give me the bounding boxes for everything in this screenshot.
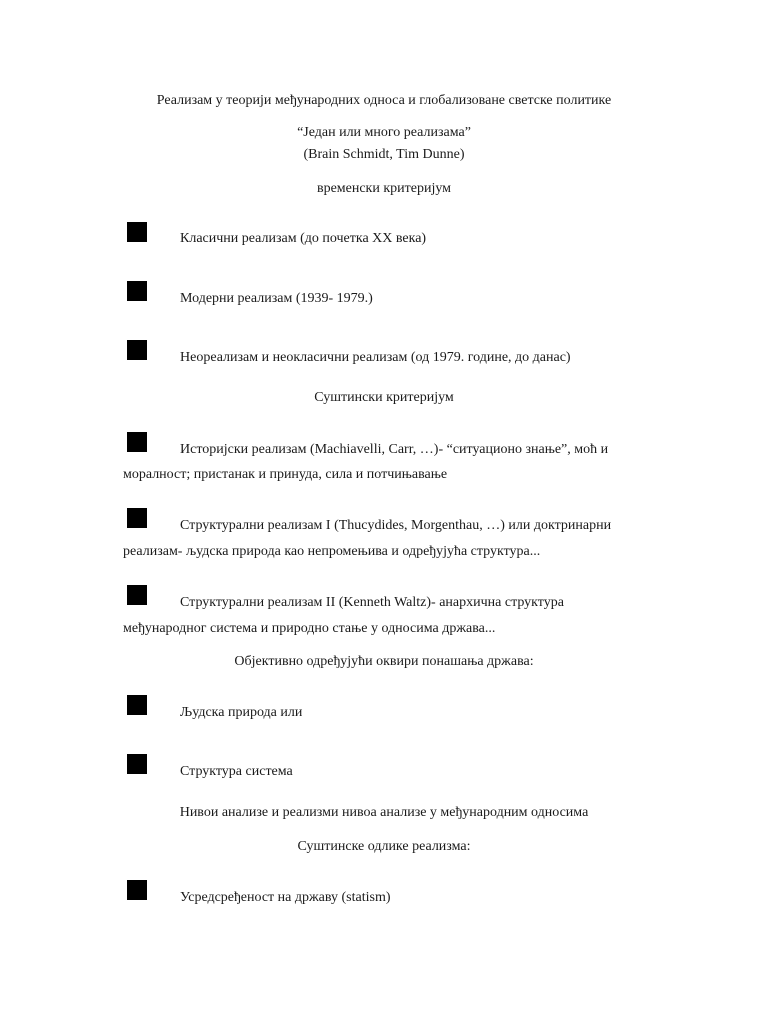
bullet-square-icon [127, 754, 147, 774]
list-item: Структура система [180, 764, 293, 779]
bullet-square-icon [127, 281, 147, 301]
list-item: Неореализам и неокласични реализам (од 1979. године, до данас) [180, 350, 571, 365]
bullet-square-icon [127, 880, 147, 900]
heading-objective-frames: Објективно одређујући оквири понашања држава: [234, 654, 534, 669]
bullet-square-icon [127, 585, 147, 605]
list-item: Структурални реализам I (Thucydides, Morgenthau, …) или доктринарни [180, 518, 612, 533]
list-item: Људска природа или [180, 705, 303, 720]
list-item-continuation: моралност; пристанак и принуда, сила и потчињавање [123, 467, 448, 482]
list-item-continuation: међународног система и природно стање у односима држава... [123, 621, 496, 636]
document-subtitle: “Један или много реализама” [297, 125, 471, 140]
list-item: Усредсређеност на државу (statism) [180, 890, 391, 905]
bullet-square-icon [127, 508, 147, 528]
bullet-square-icon [127, 222, 147, 242]
list-item: Историјски реализам (Machiavelli, Carr, …)- “ситуационо знање”, моћ и [180, 442, 609, 457]
list-item: Структурални реализам II (Kenneth Waltz)- анархична структура [180, 595, 564, 610]
bullet-square-icon [127, 695, 147, 715]
list-item: Класични реализам (до почетка XX века) [180, 231, 427, 246]
document-title: Реализам у теорији међународних односа и глобализоване светске политике [156, 93, 612, 108]
list-item: Модерни реализам (1939- 1979.) [180, 291, 373, 306]
bullet-square-icon [127, 340, 147, 360]
heading-levels-of-analysis: Нивои анализе и реализми нивоа анализе у међународним односима [179, 805, 589, 820]
heading-essential-criterion: Суштински критеријум [314, 390, 454, 405]
document-authors: (Brain Schmidt, Tim Dunne) [303, 147, 465, 162]
list-item-continuation: реализам- људска природа као непромењива и одређујућа структура... [123, 544, 541, 559]
heading-essential-features: Суштинске одлике реализма: [297, 839, 471, 854]
bullet-square-icon [127, 432, 147, 452]
heading-time-criterion: временски критеријум [316, 181, 452, 196]
